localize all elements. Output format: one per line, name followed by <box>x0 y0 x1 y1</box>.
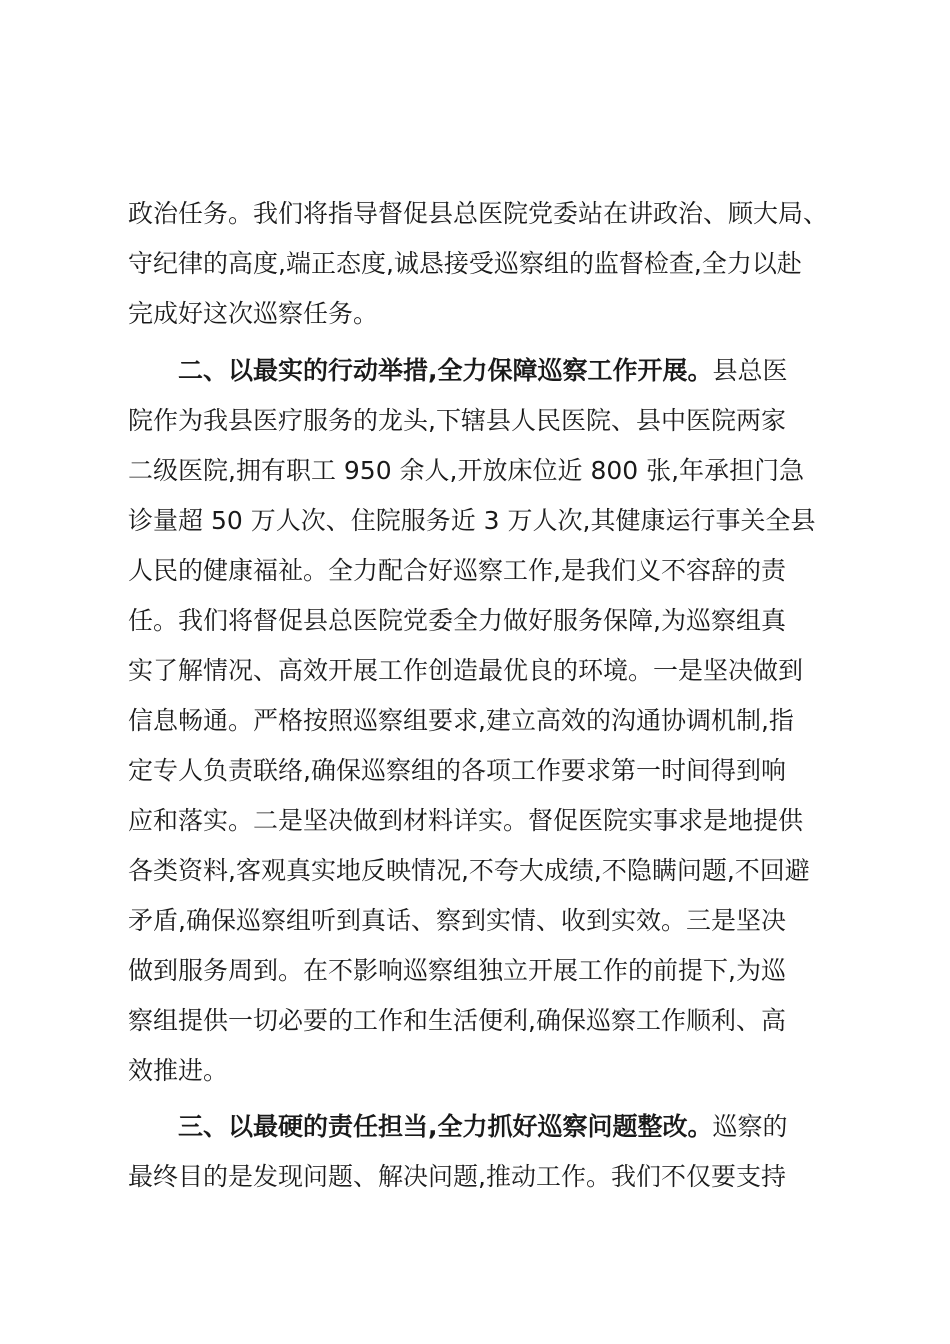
section-heading: 三、以最硬的责任担当,全力抓好巡察问题整改。 <box>178 1112 713 1141</box>
paragraph-line: 察组提供一切必要的工作和生活便利,确保巡察工作顺利、高 <box>128 1006 786 1035</box>
paragraph-line: 诊量超 50 万人次、住院服务近 3 万人次,其健康运行事关全县 <box>128 506 816 535</box>
paragraph-line: 矛盾,确保巡察组听到真话、察到实情、收到实效。三是坚决 <box>128 906 786 935</box>
paragraph-line: 完成好这次巡察任务。 <box>128 299 379 328</box>
paragraph-line: 人民的健康福祉。全力配合好巡察工作,是我们义不容辞的责 <box>128 556 786 585</box>
paragraph-line: 政治任务。我们将指导督促县总医院党委站在讲政治、顾大局、 <box>128 199 829 228</box>
paragraph-line: 做到服务周到。在不影响巡察组独立开展工作的前提下,为巡 <box>128 956 786 985</box>
paragraph-line: 应和落实。二是坚决做到材料详实。督促医院实事求是地提供 <box>128 806 804 835</box>
paragraph-line: 实了解情况、高效开展工作创造最优良的环境。一是坚决做到 <box>128 656 804 685</box>
paragraph-line: 定专人负责联络,确保巡察组的各项工作要求第一时间得到响 <box>128 756 786 785</box>
paragraph-first-line <box>178 1110 788 1144</box>
paragraph-line: 二级医院,拥有职工 950 余人,开放床位近 800 张,年承担门急 <box>128 456 805 485</box>
paragraph-text: 巡察的 <box>712 1112 788 1141</box>
paragraph-line: 最终目的是发现问题、解决问题,推动工作。我们不仅要支持 <box>128 1162 786 1191</box>
paragraph-line: 效推进。 <box>128 1056 229 1085</box>
paragraph-line: 守纪律的高度,端正态度,诚恳接受巡察组的监督检查,全力以赴 <box>128 249 802 278</box>
paragraph-line: 院作为我县医疗服务的龙头,下辖县人民医院、县中医院两家 <box>128 406 786 435</box>
paragraph-first-line <box>178 354 788 388</box>
paragraph-line: 各类资料,客观真实地反映情况,不夸大成绩,不隐瞒问题,不回避 <box>128 856 810 885</box>
paragraph-text: 县总医 <box>712 356 788 385</box>
paragraph-line: 信息畅通。严格按照巡察组要求,建立高效的沟通协调机制,指 <box>128 706 794 735</box>
section-heading: 二、以最实的行动举措,全力保障巡察工作开展。 <box>178 356 713 385</box>
paragraph-line: 任。我们将督促县总医院党委全力做好服务保障,为巡察组真 <box>128 606 786 635</box>
